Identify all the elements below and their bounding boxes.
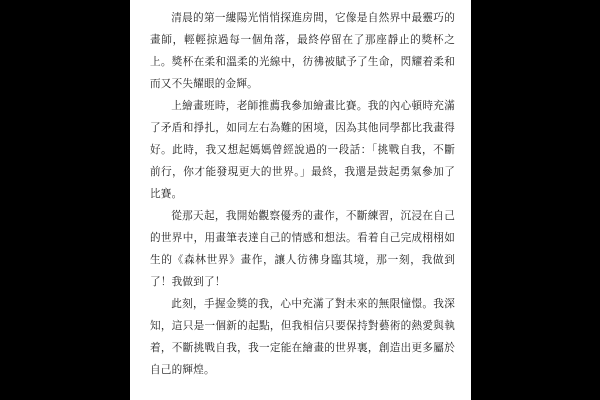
document-page [130,0,471,400]
document-body [150,7,455,381]
paragraph-2: 上繪畫班時，老師推薦我參加繪畫比賽。我的內心頓時充滿了矛盾和掙扎，如同左右為難的困境，因為其他同學都比我畫得好。此時，我又想起媽媽曾經說過的一段話：「挑戰自我，不斷前行，你才能發現更大的世界。」最終，我還是鼓起勇氣參加了比賽。 [150,100,455,200]
paragraph-1: 清晨的第一縷陽光悄悄探進房間，它像是自然界中最靈巧的畫師，輕輕掠過每一個角落，最終停留在了那座靜止的獎杯之上。獎杯在柔和溫柔的光線中，彷彿被賦予了生命，閃耀着柔和而又不失耀眼的金輝。 [150,12,455,90]
paragraph-3: 從那天起，我開始觀察優秀的畫作，不斷練習，沉浸在自己的世界中，用畫筆表達自己的情感和想法。看着自己完成栩栩如生的《森林世界》畫作，讓人彷彿身臨其境，那一刻，我做到了！我做到了！ [150,210,455,288]
paragraph-4: 此刻，手握金獎的我，心中充滿了對未來的無限憧憬。我深知，這只是一個新的起點，但我相信只要保持對藝術的熱愛與執着，不斷挑戰自我，我一定能在繪畫的世界裏，創造出更多屬於自己的輝煌。 [150,298,455,376]
